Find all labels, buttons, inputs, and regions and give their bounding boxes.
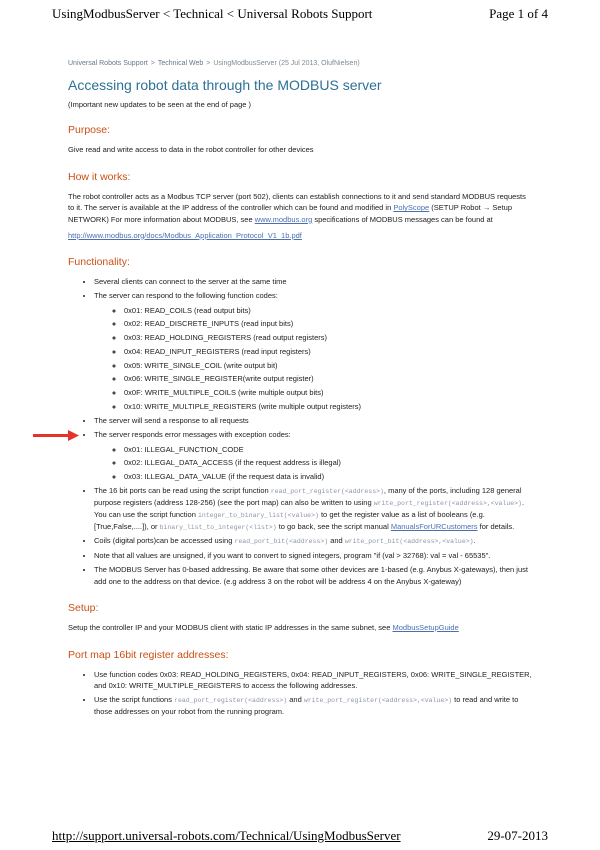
inline-link[interactable]: ManualsForURCustomers — [390, 521, 478, 531]
functionality-list — [68, 276, 534, 587]
inline-code: binary_list_to_integer(<list>) — [159, 523, 277, 531]
exception-code-item: ◦ 0x03: ILLEGAL_DATA_VALUE (if the request data is invalid) — [124, 471, 534, 482]
purpose-text: Give read and write access to data in the robot controller for other devices — [68, 145, 314, 154]
section-heading-setup: Setup: — [68, 601, 99, 614]
text-run: Setup the controller IP and your MODBUS client with static IP addresses in the same subnet, see — [68, 622, 393, 632]
print-footer-date: 29-07-2013 — [487, 828, 548, 843]
item-unsigned-values: • Note that all values are unsigned, if you want to convert to signed integers, program "if (val > 32768): val = val - 65535". — [94, 550, 534, 561]
section-heading-port-map: Port map 16bit register addresses: — [68, 648, 229, 661]
print-header — [52, 6, 548, 22]
text-run: Use the script functions — [94, 695, 175, 704]
function-code-item: ◦ 0x04: READ_INPUT_REGISTERS (read input registers) — [124, 346, 534, 357]
text-run: (SETUP Robot → Setup NETWORK) For more information about MODBUS, see — [68, 203, 513, 224]
page-title: Accessing robot data through the MODBUS server — [68, 77, 382, 93]
item-function-codes — [94, 290, 534, 412]
exception-codes-list — [94, 444, 534, 483]
how-it-works-text — [68, 191, 534, 226]
item-16bit-registers — [94, 485, 534, 532]
item-several-clients: • Several clients can connect to the server at the same time — [94, 276, 534, 287]
breadcrumb-separator: > — [150, 60, 155, 67]
portmap-item-function-codes: • Use function codes 0x03: READ_HOLDING_REGISTERS, 0x04: READ_INPUT_REGISTERS, 0x06: WRITE_SINGLE_REGISTER, and 0x10: WRITE_MULTIPLE_REGISTERS to access the following addresses. — [94, 669, 534, 692]
exception-code-item: ◦ 0x01: ILLEGAL_FUNCTION_CODE — [124, 444, 534, 455]
modbus-protocol-pdf-link[interactable]: http://www.modbus.org/docs/Modbus_Application_Protocol_V1_1b.pdf — [68, 230, 302, 240]
annotation-arrow-icon — [33, 430, 79, 441]
function-code-item: ◦ 0x05: WRITE_SINGLE_COIL (write output bit) — [124, 360, 534, 371]
text-run: and — [328, 536, 345, 546]
inline-code: write_port_bit(<address>,<value>) — [344, 538, 474, 546]
inline-code: read_port_register(<address>) — [174, 697, 288, 704]
setup-text — [68, 622, 534, 634]
text-run: The robot controller acts as a Modbus TCP server (port 502), clients can establish connections to it and send standard MODBUS requests to it. The server is available at the IP address of the controller which can be found and modified in — [68, 191, 526, 213]
item-exception-codes-text: The server responds error messages with exception codes: — [94, 430, 291, 440]
inline-code: read_port_bit(<address>) — [234, 538, 329, 546]
function-code-item: ◦ 0x0F: WRITE_MULTIPLE_COILS (write multiple output bits) — [124, 387, 534, 398]
portmap-item-script-functions — [94, 694, 534, 717]
print-header-page-number: Page 1 of 4 — [489, 6, 548, 21]
text-run: . — [473, 536, 476, 546]
section-heading-functionality: Functionality: — [68, 256, 130, 269]
text-run: and — [287, 695, 304, 704]
item-function-codes-text: The server can respond to the following function codes: — [94, 291, 278, 301]
inline-code: integer_to_binary_list(<value>) — [197, 511, 319, 519]
section-heading-how-it-works: How it works: — [68, 170, 131, 183]
exception-code-item: ◦ 0x02: ILLEGAL_DATA_ACCESS (if the request address is illegal) — [124, 457, 534, 468]
function-code-item: ◦ 0x10: WRITE_MULTIPLE_REGISTERS (write multiple output registers) — [124, 401, 534, 412]
update-note: (Important new updates to be seen at the end of page ) — [68, 100, 252, 109]
text-run: to read and write to those addresses on your robot from the running program. — [94, 695, 519, 716]
text-run: to go back, see the script manual — [276, 521, 391, 531]
function-code-item: ◦ 0x06: WRITE_SINGLE_REGISTER(write output register) — [124, 373, 534, 384]
function-codes-list — [94, 305, 534, 413]
breadcrumb-separator: > — [206, 60, 211, 67]
inline-link[interactable]: PolyScope — [393, 203, 430, 213]
inline-code: write_port_register(<address>,<value>) — [373, 500, 522, 508]
text-run: The 16 bit ports can be read using the script function — [94, 486, 271, 496]
item-exception-codes — [94, 429, 534, 482]
inline-link[interactable]: ModbusSetupGuide — [392, 622, 459, 632]
pdf-link-line — [68, 230, 534, 242]
print-header-title: UsingModbusServer < Technical < Universal Robots Support — [52, 6, 373, 21]
inline-code: read_port_register(<address>) — [270, 488, 384, 496]
document-content — [68, 60, 534, 720]
print-footer — [52, 828, 548, 844]
print-footer-url[interactable]: http://support.universal-robots.com/Technical/UsingModbusServer — [52, 828, 401, 843]
inline-link[interactable]: www.modbus.org — [254, 214, 313, 224]
breadcrumb-support-link[interactable]: Universal Robots Support — [68, 60, 148, 67]
breadcrumb-technical-web-link[interactable]: Technical Web — [157, 60, 204, 67]
item-server-response: • The server will send a response to all requests — [94, 415, 534, 426]
text-run: to get the register value as a list of booleans (e.g.[True,False,....]), or — [94, 509, 485, 531]
function-code-item: ◦ 0x03: READ_HOLDING_REGISTERS (read output registers) — [124, 332, 534, 343]
breadcrumb-meta: (25 Jul 2013, OlufNielsen) — [278, 60, 360, 67]
port-map-list — [68, 669, 534, 718]
breadcrumb-current-page: UsingModbusServer — [213, 60, 277, 67]
function-code-item: ◦ 0x01: READ_COILS (read output bits) — [124, 305, 534, 316]
breadcrumb — [68, 60, 534, 67]
function-code-item: ◦ 0x02: READ_DISCRETE_INPUTS (read input bits) — [124, 318, 534, 329]
text-run: . You can use the script function — [94, 498, 525, 519]
text-run: for details. — [477, 521, 515, 531]
text-run: Coils (digital ports)can be accessed using — [94, 536, 235, 546]
inline-code: write_port_register(<address>,<value>) — [303, 697, 453, 704]
item-zero-based-addressing: • The MODBUS Server has 0-based addressing. Be aware that some other devices are 1-based (e.g. Anybus X-gateways), then just add one to the address on that device. (e.g address 3 on the robot will be address 4 on the Anybus X-gateway) — [94, 564, 534, 587]
item-coils — [94, 535, 534, 547]
text-run: specifications of MODBUS messages can be found at — [312, 214, 493, 224]
text-run: , many of the ports, including 128 general purpose registers (address 128-256) (see the port map) can also be written to using — [94, 486, 522, 508]
section-heading-purpose: Purpose: — [68, 124, 111, 136]
